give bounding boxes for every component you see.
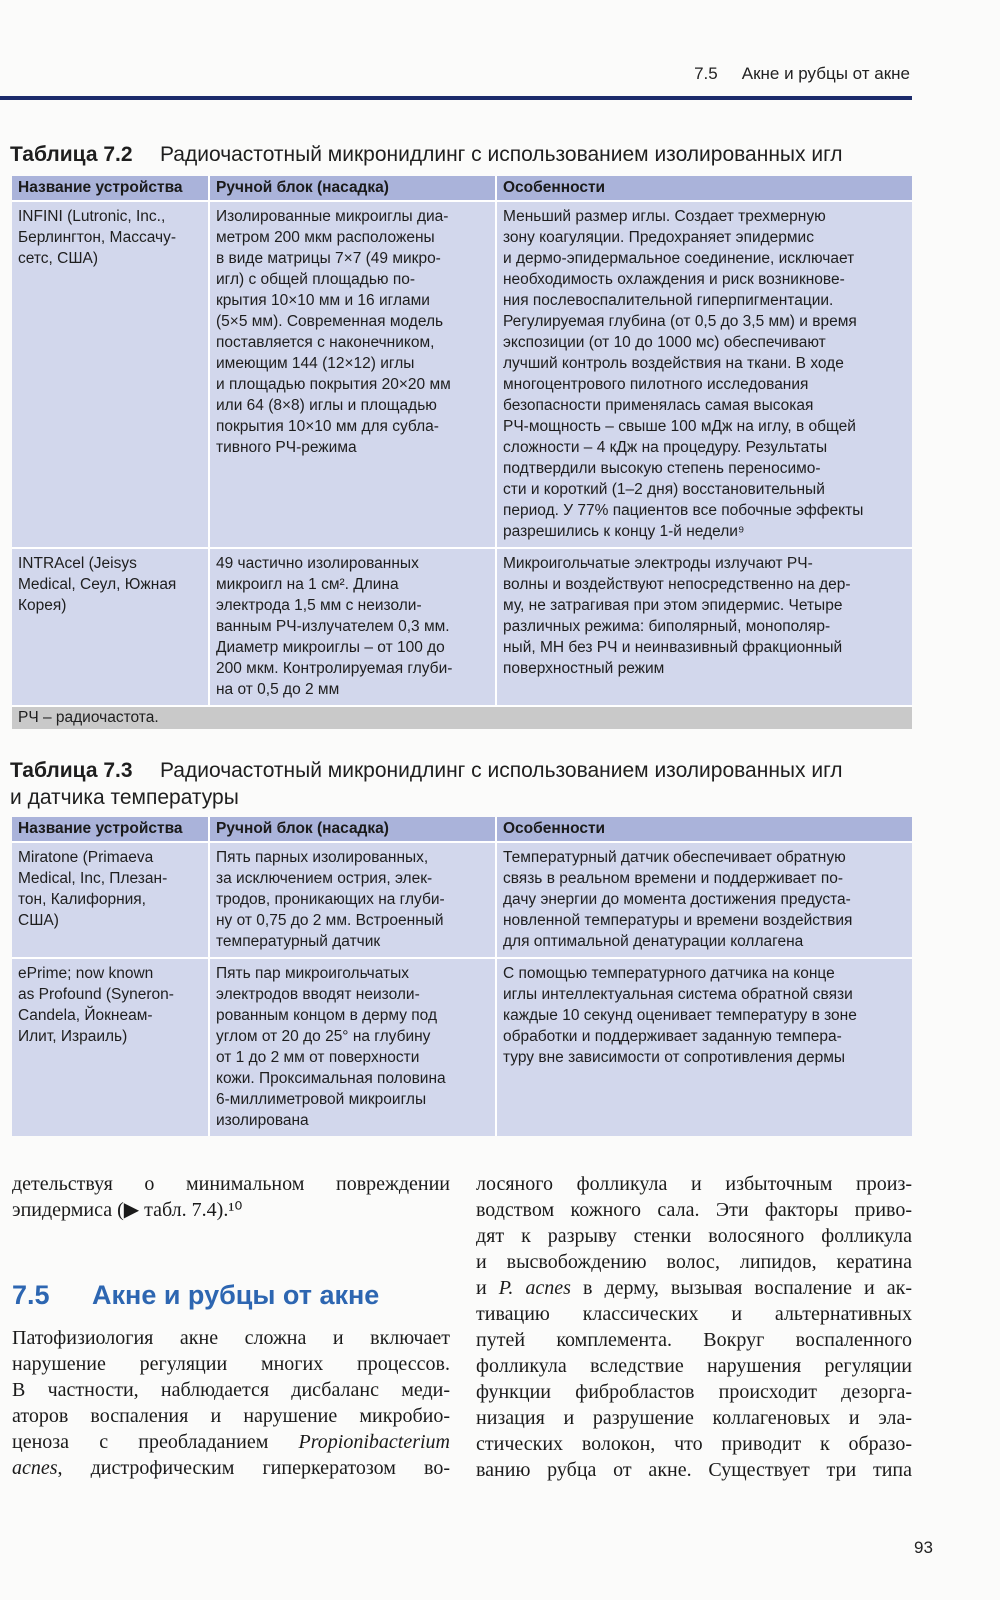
text-line: детельствуя о минимальном повреждении xyxy=(12,1173,450,1195)
column-header-device: Название устройства xyxy=(12,176,208,200)
table-title-line-1: Радиочастотный микронидлинг с использованием изолированных игл xyxy=(160,759,843,782)
text-line xyxy=(12,1455,450,1481)
features-cell: С помощью температурного датчика на конце иглы интеллектуальная система обратной связи каждые 10 секунд оценивает температуру в зоне обработки и поддерживает заданную темпера- туру вне зависимости от сопротивления дермы xyxy=(497,959,912,1136)
text-line: аторов воспаления и нарушение микробио- xyxy=(12,1405,450,1427)
body-left-column-paragraph xyxy=(12,1325,450,1481)
text-line: ванию рубца от акне. Существует три типа xyxy=(476,1459,912,1481)
features-cell: Меньший размер иглы. Создает трехмерную зону коагуляции. Предохраняет эпидермис и дермо-эпидермальное соединение, исключает необходимость охлаждения и риск возникнове- ния послевоспалительной гиперпигментации. Регулируемая глубина (от 0,5 до 3,5 мм) и время экспозиции (от 10 до 1000 мс) обеспечивают лучший контроль воздействия на ткани. В ходе многоцентрового пилотного исследования безопасности применялась самая высокая РЧ-мощность – свыше 100 мДж на иглу, в общей сложности – 4 кДж на процедуру. Результаты подтвердили высокую степень переносимо- сти и короткий (1–2 дня) восстановительный период. У 77% пациентов все побочные эффекты разрешились к концу 1-й недели⁹ xyxy=(497,202,912,547)
text-line: низация и разрушение коллагеновых и эла- xyxy=(476,1407,912,1429)
text-line: и высвобождению волос, липидов, кератина xyxy=(476,1251,912,1273)
text-run: ценоза с преобладанием xyxy=(12,1431,299,1453)
handpiece-cell: 49 частично изолированных микроигл на 1 см². Длина электрода 1,5 мм с неизоли- ванным РЧ-излучателем 0,3 мм. Диаметр микроиглы – от 100 до 200 мкм. Контролируемая глуби- на от 0,5 до 2 мм xyxy=(210,549,495,705)
table-7-3-caption xyxy=(10,757,910,811)
table-7-2 xyxy=(12,176,912,729)
device-cell: INFINI (Lutronic, Inc., Берлингтон, Массачу- сетс, США) xyxy=(12,202,208,547)
running-header xyxy=(694,63,910,85)
section-number: 7.5 xyxy=(12,1280,50,1310)
section-heading xyxy=(12,1278,452,1312)
body-right-column xyxy=(476,1171,912,1483)
header-rule xyxy=(0,96,912,100)
page-number: 93 xyxy=(914,1538,933,1557)
table-7-2-caption xyxy=(10,141,910,168)
running-header-section-number: 7.5 xyxy=(694,64,718,83)
text-line: тивацию классических и альтернативных xyxy=(476,1303,912,1325)
table-footnote: РЧ – радиочастота. xyxy=(12,707,912,729)
handpiece-cell: Пять пар микроигольчатых электродов вводят неизоли- рованным концом в дерму под углом от 20 до 25° на глубину от 1 до 2 мм от поверхности кожи. Проксимальная половина 6-миллиметровой микроиглы изолирована xyxy=(210,959,495,1136)
device-cell: Miratone (Primaeva Medical, Inc, Плезан- тон, Калифорния, США) xyxy=(12,843,208,957)
text-run: и xyxy=(476,1277,499,1299)
text-line: стических волокон, что приводит к образо- xyxy=(476,1433,912,1455)
text-line: нарушение регуляции многих процессов. xyxy=(12,1353,450,1375)
italic-term: acnes xyxy=(12,1457,58,1479)
text-line: Патофизиология акне сложна и включает xyxy=(12,1327,450,1349)
table-title-line-2: и датчика температуры xyxy=(10,786,239,809)
text-line: В частности, наблюдается дисбаланс меди- xyxy=(12,1379,450,1401)
text-run: в дерму, вызывая воспаление и ак- xyxy=(570,1277,912,1299)
text-line xyxy=(12,1429,450,1455)
text-line: водством кожного сала. Эти факторы приво- xyxy=(476,1199,912,1221)
text-line xyxy=(476,1275,912,1301)
italic-term: P. acnes xyxy=(498,1277,571,1299)
handpiece-cell: Изолированные микроиглы диа- метром 200 мкм расположены в виде матрицы 7×7 (49 микро- игл) с общей площадью по- крытия 10×10 мм и 16 иглами (5×5 мм). Современная модель поставляется с наконечником, имеющим 144 (12×12) иглы и площадью покрытия 20×20 мм или 64 (8×8) иглы и площадью покрытия 10×10 мм для субла- тивного РЧ-режима xyxy=(210,202,495,547)
column-header-features: Особенности xyxy=(497,176,912,200)
column-header-device: Название устройства xyxy=(12,817,208,841)
running-header-title: Акне и рубцы от акне xyxy=(741,64,910,83)
handpiece-cell: Пять парных изолированных, за исключением острия, элек- тродов, проникающих на глуби- ну от 0,75 до 2 мм. Встроенный температурный датчик xyxy=(210,843,495,957)
table-label: Таблица 7.3 xyxy=(10,759,133,782)
table-label: Таблица 7.2 xyxy=(10,143,133,166)
text-run: , дистрофическим гиперкератозом во- xyxy=(57,1457,450,1479)
column-header-handpiece: Ручной блок (насадка) xyxy=(210,176,495,200)
table-7-3 xyxy=(12,817,912,1136)
device-cell: ePrime; now known as Profound (Syneron- Candela, Йокнеам- Илит, Израиль) xyxy=(12,959,208,1136)
text-line: функции фибробластов происходит дезорга- xyxy=(476,1381,912,1403)
italic-term: Propionibacterium xyxy=(298,1431,450,1453)
table-title: Радиочастотный микронидлинг с использованием изолированных игл xyxy=(160,143,843,166)
features-cell: Микроигольчатые электроды излучают РЧ- волны и воздействуют непосредственно на дер- му, не затрагивая при этом эпидермис. Четыре различных режима: биполярный, монополяр- ный, МН без РЧ и неинвазивный фракционный поверхностный режим xyxy=(497,549,912,705)
column-header-handpiece: Ручной блок (насадка) xyxy=(210,817,495,841)
column-header-features: Особенности xyxy=(497,817,912,841)
text-line: путей комплемента. Вокруг воспаленного xyxy=(476,1329,912,1351)
section-title: Акне и рубцы от акне xyxy=(92,1280,380,1310)
text-line: эпидермиса (▶ табл. 7.4).¹⁰ xyxy=(12,1199,243,1221)
device-cell: INTRAcel (Jeisys Medical, Сеул, Южная Корея) xyxy=(12,549,208,705)
text-line: дят к разрыву стенки волосяного фолликула xyxy=(476,1225,912,1247)
body-left-column-intro xyxy=(12,1171,450,1223)
text-line: фолликула вследствие нарушения регуляции xyxy=(476,1355,912,1377)
text-line: лосяного фолликула и избыточным произ- xyxy=(476,1173,912,1195)
features-cell: Температурный датчик обеспечивает обратную связь в реальном времени и поддерживает по- дачу энергии до момента достижения предуста- новленной температуры и времени воздействия для оптимальной денатурации коллагена xyxy=(497,843,912,957)
